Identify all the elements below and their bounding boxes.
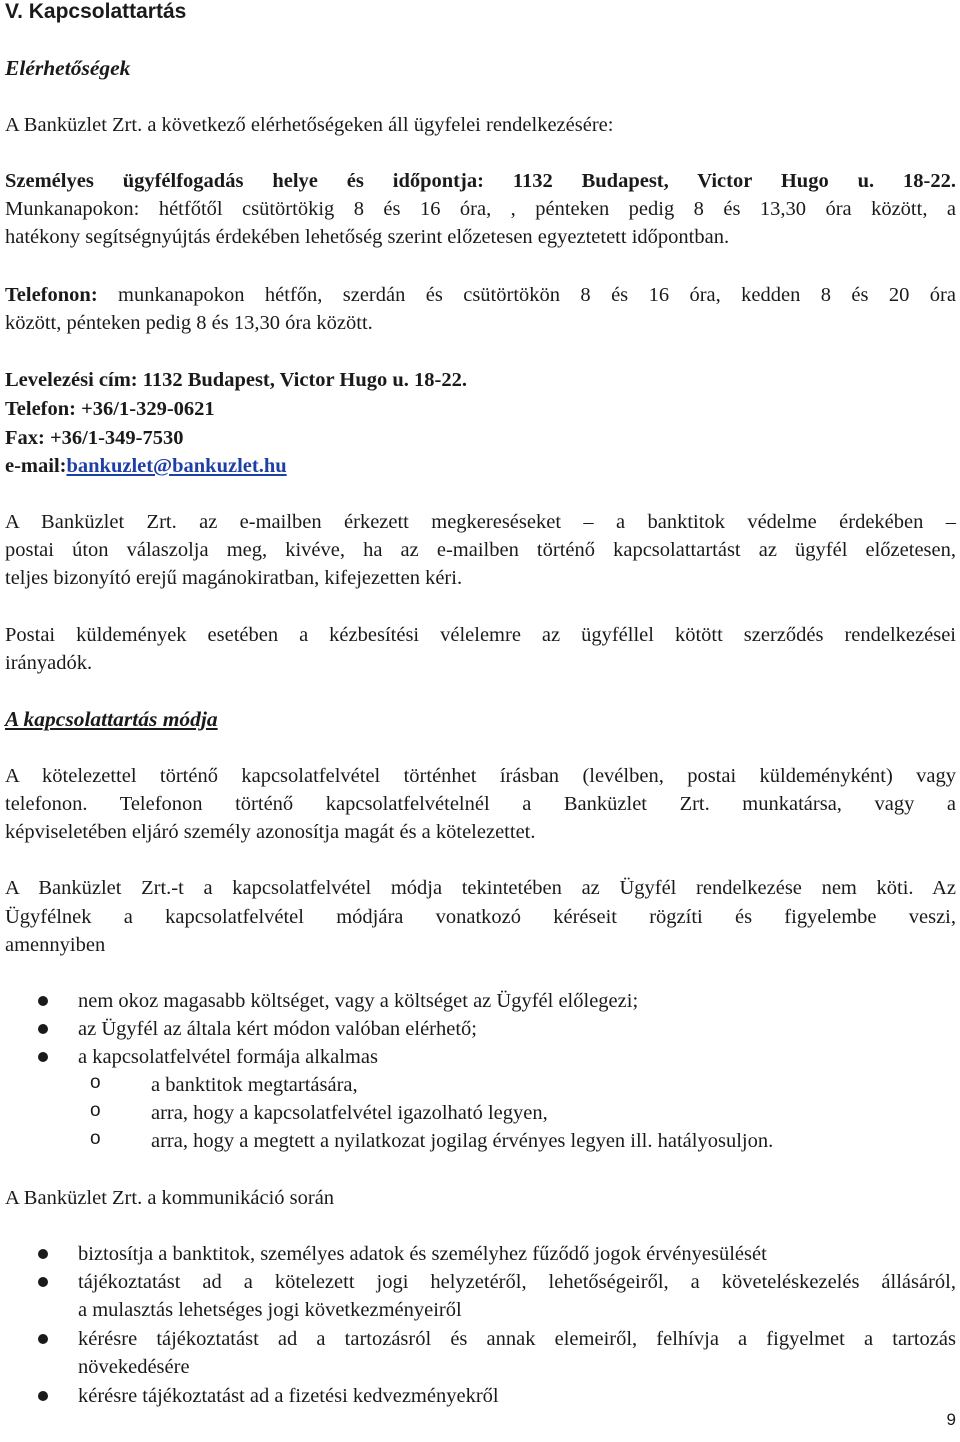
chapter-title: V. Kapcsolattartás: [5, 0, 187, 23]
phone-hours-text: munkanapokon hétfőn, szerdán és csütörtökön 8 és 16 óra, kedden 8 és 20 óra: [118, 284, 956, 306]
condition-item: az Ügyfél az általa kért módon valóban elérhető;: [78, 1018, 477, 1040]
section-title-contacts: Elérhetőségek: [5, 56, 131, 80]
sub-condition-item: arra, hogy a kapcsolatfelvétel igazolható legyen,: [151, 1102, 548, 1124]
sub-condition-item: arra, hogy a megtett a nyilatkozat jogilag érvényes legyen ill. hatályosuljon.: [151, 1130, 774, 1152]
bullet-icon: [38, 996, 48, 1006]
email-link[interactable]: bankuzlet@bankuzlet.hu: [66, 455, 287, 477]
phone-hours-line-2: között, pénteken pedig 8 és 13,30 óra között.: [5, 312, 373, 334]
sub-condition-item: a banktitok megtartására,: [151, 1074, 358, 1096]
bullet-icon: [38, 1249, 48, 1259]
email-paragraph-line: A Banküzlet Zrt. az e-mailben érkezett megkereséseket – a banktitok védelme érdekében –: [5, 511, 956, 533]
communication-item: tájékoztatást ad a kötelezett jogi helyzetéről, lehetőségeiről, a követeléskezelés állásáról,: [78, 1271, 956, 1293]
bullet-icon: [38, 1334, 48, 1344]
bullet-icon: [38, 1277, 48, 1287]
sub-bullet-icon: o: [90, 1100, 101, 1121]
sub-bullet-icon: o: [90, 1128, 101, 1149]
email-paragraph-line: postai úton válaszolja meg, kivéve, ha az e-mailben történő kapcsolattartást az ügyfél előzetesen,: [5, 539, 956, 561]
communication-item-continued: növekedésére: [78, 1356, 190, 1378]
communication-item: kérésre tájékoztatást ad a fizetési kedvezményekről: [78, 1385, 499, 1407]
communication-item: kérésre tájékoztatást ad a tartozásról és annak elemeiről, felhívja a figyelmet a tartozás: [78, 1328, 956, 1350]
fax-number: Fax: +36/1-349-7530: [5, 427, 184, 449]
method-paragraph-line: telefonon. Telefonon történő kapcsolatfelvételnél a Banküzlet Zrt. munkatársa, vagy a: [5, 793, 956, 815]
email-line: [5, 452, 287, 481]
condition-item: nem okoz magasabb költséget, vagy a költséget az Ügyfél előlegezi;: [78, 990, 639, 1012]
personal-appointment-line: hatékony segítségnyújtás érdekében lehetőség szerint előzetesen egyeztetett időpontban.: [5, 226, 730, 248]
method-paragraph-line: képviseletében eljáró személy azonosítja magát és a kötelezettet.: [5, 821, 536, 843]
phone-label: Telefonon:: [5, 284, 98, 306]
bullet-icon: [38, 1391, 48, 1401]
telephone-number: Telefon: +36/1-329-0621: [5, 398, 215, 420]
method-paragraph-line: A kötelezettel történő kapcsolatfelvétel történhet írásban (levélben, postai küldeményként) vagy: [5, 765, 956, 787]
sub-bullet-icon: o: [90, 1072, 101, 1093]
phone-hours-line: [5, 281, 956, 310]
communication-item: biztosítja a banktitok, személyes adatok és személyhez fűződő jogok érvényesülését: [78, 1243, 767, 1265]
postal-paragraph-line: Postai küldemények esetében a kézbesítési vélelemre az ügyféllel kötött szerződés rendelkezései: [5, 624, 956, 646]
page-number: 9: [946, 1410, 956, 1429]
postal-paragraph-line: irányadók.: [5, 652, 93, 674]
personal-hours-line: Munkanapokon: hétfőtől csütörtökig 8 és 16 óra, , pénteken pedig 8 és 13,30 óra között, a: [5, 198, 956, 220]
communication-intro: A Banküzlet Zrt. a kommunikáció során: [5, 1187, 335, 1209]
email-label: e-mail:: [5, 455, 67, 477]
preference-paragraph-line: A Banküzlet Zrt.-t a kapcsolatfelvétel módja tekintetében az Ügyfél rendelkezése nem köti. Az: [5, 877, 956, 899]
bullet-icon: [38, 1024, 48, 1034]
condition-item: a kapcsolatfelvétel formája alkalmas: [78, 1046, 378, 1068]
preference-paragraph-line: Ügyfélnek a kapcsolatfelvétel módjára vonatkozó kéréseit rögzíti és figyelembe veszi,: [5, 906, 956, 928]
email-paragraph-line: teljes bizonyító erejű magánokiratban, kifejezetten kéri.: [5, 567, 463, 589]
mail-address: Levelezési cím: 1132 Budapest, Victor Hugo u. 18-22.: [5, 369, 467, 391]
communication-item-continued: a mulasztás lehetséges jogi következményeiről: [78, 1299, 462, 1321]
personal-service-line: Személyes ügyfélfogadás helye és időpontja: 1132 Budapest, Victor Hugo u. 18-22.: [5, 170, 956, 192]
bullet-icon: [38, 1052, 48, 1062]
section-title-contact-method: A kapcsolattartás módja: [5, 707, 218, 731]
preference-paragraph-line: amennyiben: [5, 934, 106, 956]
intro-text: A Banküzlet Zrt. a következő elérhetőségeken áll ügyfelei rendelkezésére:: [5, 114, 614, 136]
